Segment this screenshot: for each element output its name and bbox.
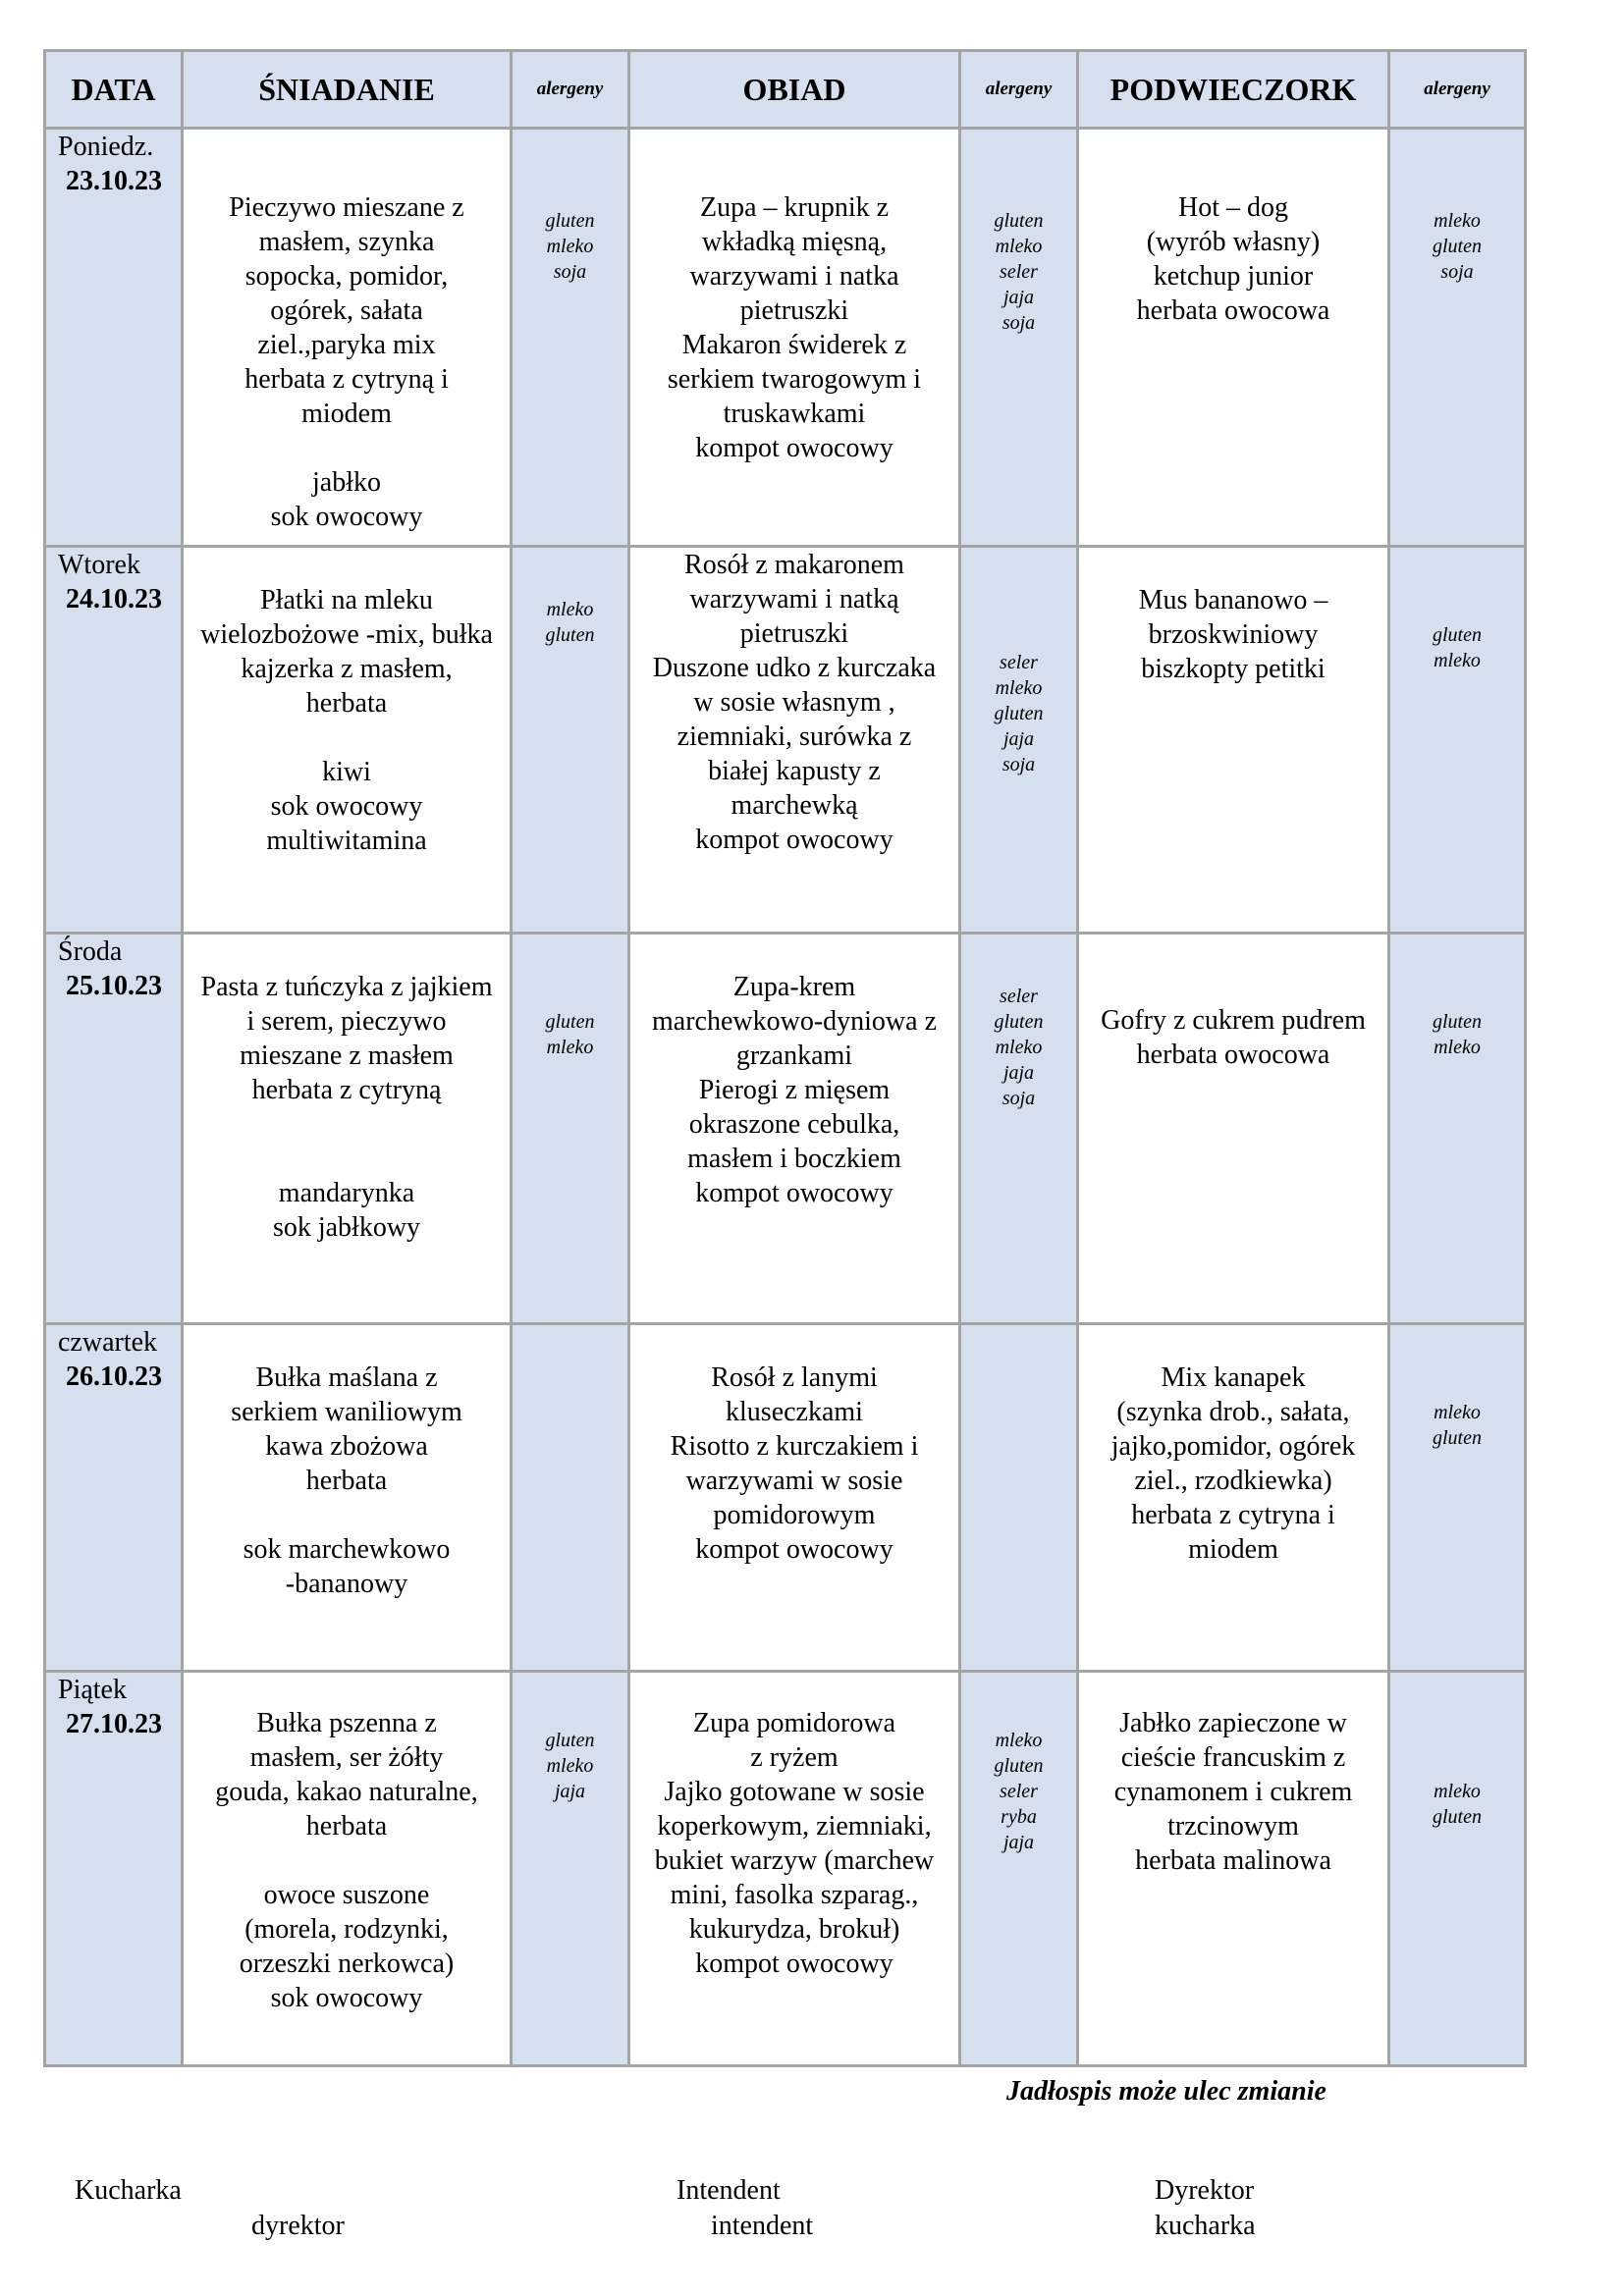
- date-cell: [45, 547, 183, 934]
- date-cell: [45, 1672, 183, 2066]
- menu-row: [45, 1672, 1526, 2066]
- menu-line: [184, 721, 510, 755]
- menu-line: (szynka drob., sałata,: [1116, 1397, 1350, 1427]
- date-label: 25.10.23: [66, 971, 162, 1001]
- allergen-list: [961, 208, 1076, 336]
- menu-line: miodem: [301, 399, 392, 429]
- snack-cell: [1078, 934, 1389, 1324]
- allergen-item: mleko: [546, 236, 594, 257]
- menu-line: cieście francuskim z: [1120, 1742, 1346, 1773]
- allergen-item: soja: [1001, 312, 1036, 334]
- menu-line: Duszone udko z kurczaka: [652, 653, 937, 683]
- menu-line: kompot owocowy: [695, 1178, 893, 1208]
- header-breakfast: ŚNIADANIE: [183, 51, 512, 129]
- menu-line: Bułka pszenna z: [256, 1708, 437, 1738]
- breakfast-cell: [183, 1672, 512, 2066]
- menu-change-note: Jadłospis może ulec zmianie: [1006, 2076, 1326, 2107]
- menu-line: [184, 1498, 510, 1532]
- weekday-label: Środa: [58, 936, 123, 967]
- allergen-item: gluten: [545, 624, 595, 646]
- menu-table: [43, 49, 1527, 2067]
- menu-row: [45, 547, 1526, 934]
- menu-line: Zupa-krem: [732, 972, 856, 1002]
- snack-cell: [1078, 129, 1389, 547]
- lunch-allergens-cell: [960, 1672, 1078, 2066]
- menu-line: Bułka maślana z: [255, 1362, 438, 1393]
- breakfast-allergens-cell: [512, 934, 629, 1324]
- signature-title-steward: Intendent: [677, 2175, 781, 2206]
- signature-title-cook: Kucharka: [75, 2175, 182, 2206]
- allergen-item: seler: [1000, 986, 1038, 1007]
- breakfast-allergens-cell: [512, 1672, 629, 2066]
- menu-line: Zupa – krupnik z: [699, 192, 890, 223]
- menu-line: kompot owocowy: [695, 825, 893, 855]
- lunch-cell: [629, 1672, 960, 2066]
- menu-line: gouda, kakao naturalne,: [215, 1777, 478, 1807]
- header-date: DATA: [45, 51, 183, 129]
- menu-line: trzcinowym: [1167, 1811, 1299, 1842]
- menu-line: multiwitamina: [266, 826, 427, 856]
- menu-line: mieszane z masłem: [240, 1041, 454, 1071]
- menu-line: w sosie własnym ,: [693, 687, 895, 718]
- menu-line: (wyrób własny): [1146, 227, 1321, 257]
- allergen-list: [1390, 1400, 1524, 1451]
- allergen-item: mleko: [1434, 650, 1481, 671]
- snack-cell: [1078, 1324, 1389, 1672]
- header-snack: PODWIECZORK: [1078, 51, 1389, 129]
- breakfast-allergens-cell: [512, 1324, 629, 1672]
- allergen-item: gluten: [545, 1011, 595, 1033]
- header-allergens-lunch: alergeny: [960, 51, 1078, 129]
- menu-line: serkiem twarogowym i: [667, 364, 922, 395]
- allergen-item: gluten: [545, 210, 595, 232]
- menu-line: Rosół z lanymi: [711, 1362, 878, 1393]
- menu-line: brzoskwiniowy: [1148, 619, 1319, 650]
- header-row: [45, 51, 1526, 129]
- snack-cell: [1078, 547, 1389, 934]
- menu-line: grzankami: [735, 1041, 853, 1071]
- menu-line: Płatki na mleku: [260, 585, 433, 615]
- menu-line: Mus bananowo –: [1138, 585, 1328, 615]
- allergen-item: mleko: [1434, 210, 1481, 232]
- menu-line: i serem, pieczywo: [246, 1006, 447, 1037]
- menu-line: marchewkowo-dyniowa z: [651, 1006, 937, 1037]
- menu-line: masłem, szynka: [258, 227, 435, 257]
- menu-line: Pasta z tuńczyka z jajkiem: [200, 972, 493, 1002]
- weekday-label: czwartek: [58, 1327, 158, 1358]
- allergen-item: ryba: [1001, 1806, 1037, 1828]
- menu-line: ziemniaki, surówka z: [677, 721, 912, 752]
- menu-line: Gofry z cukrem pudrem: [1101, 1005, 1366, 1036]
- allergen-item: gluten: [1433, 1427, 1482, 1449]
- lunch-allergens-cell: [960, 1324, 1078, 1672]
- menu-line: [184, 1142, 510, 1176]
- menu-line: miodem: [1188, 1534, 1278, 1565]
- menu-line: (morela, rodzynki,: [244, 1914, 449, 1945]
- menu-line: kukurydza, brokuł): [688, 1914, 900, 1945]
- allergen-item: gluten: [1433, 236, 1482, 257]
- menu-line: ketchup junior: [1153, 261, 1314, 292]
- menu-line: herbata: [305, 1811, 388, 1842]
- menu-line: białej kapusty z: [708, 756, 881, 786]
- menu-line: sopocka, pomidor,: [244, 261, 449, 292]
- lunch-cell: [629, 129, 960, 547]
- menu-line: wielozbożowe -mix, bułka: [200, 619, 493, 650]
- date-label: 23.10.23: [66, 166, 162, 196]
- header-lunch: OBIAD: [629, 51, 960, 129]
- allergen-item: mleko: [1434, 1781, 1481, 1802]
- allergen-list: [513, 208, 627, 285]
- menu-line: Pierogi z mięsem: [698, 1075, 891, 1105]
- menu-line: Zupa pomidorowa: [692, 1708, 896, 1738]
- allergen-item: soja: [1001, 1088, 1036, 1109]
- menu-line: [184, 1843, 510, 1878]
- lunch-allergens-cell: [960, 129, 1078, 547]
- menu-line: warzywami i natką: [689, 584, 899, 614]
- menu-line: herbata z cytryną i: [244, 364, 449, 395]
- menu-line: Jajko gotowane w sosie: [664, 1777, 925, 1807]
- snack-allergens-cell: [1389, 1672, 1526, 2066]
- lunch-cell: [629, 547, 960, 934]
- allergen-list: [961, 984, 1076, 1111]
- menu-line: owoce suszone: [263, 1880, 430, 1910]
- menu-line: warzywami w sosie: [685, 1466, 903, 1496]
- menu-line: pietruszki: [739, 618, 849, 649]
- allergen-item: jaja: [1002, 728, 1035, 750]
- allergen-item: gluten: [1433, 1806, 1482, 1828]
- snack-allergens-cell: [1389, 934, 1526, 1324]
- allergen-item: mleko: [995, 1037, 1043, 1058]
- menu-line: Rosół z makaronem: [684, 550, 904, 580]
- allergen-item: soja: [553, 261, 587, 283]
- menu-line: bukiet warzyw (marchew: [654, 1845, 935, 1876]
- menu-line: wkładką mięsną,: [701, 227, 888, 257]
- allergen-list: [961, 1728, 1076, 1855]
- signature-title-director: Dyrektor: [1155, 2175, 1255, 2206]
- allergen-item: mleko: [995, 236, 1043, 257]
- menu-line: kompot owocowy: [695, 1534, 893, 1565]
- lunch-allergens-cell: [960, 547, 1078, 934]
- signature-role-steward: intendent: [711, 2211, 814, 2241]
- allergen-item: jaja: [554, 1781, 586, 1802]
- menu-line: herbata: [305, 1466, 388, 1496]
- menu-line: pietruszki: [739, 295, 849, 326]
- menu-line: Mix kanapek: [1161, 1362, 1306, 1393]
- allergen-item: mleko: [546, 599, 594, 620]
- menu-line: kompot owocowy: [695, 433, 893, 463]
- allergen-item: gluten: [994, 1011, 1044, 1033]
- menu-line: Risotto z kurczakiem i: [670, 1431, 919, 1462]
- menu-line: herbata malinowa: [1135, 1845, 1331, 1876]
- weekday-label: Poniedz.: [58, 132, 154, 162]
- menu-line: sok marchewkowo: [243, 1534, 451, 1565]
- menu-line: ogórek, sałata: [270, 295, 423, 326]
- snack-cell: [1078, 1672, 1389, 2066]
- menu-line: masłem i boczkiem: [687, 1144, 901, 1174]
- menu-line: kompot owocowy: [695, 1949, 893, 1979]
- menu-line: Pieczywo mieszane z: [229, 192, 464, 223]
- date-label: 24.10.23: [66, 584, 162, 614]
- allergen-item: mleko: [995, 1730, 1043, 1751]
- allergen-item: gluten: [994, 1755, 1044, 1777]
- date-cell: [45, 129, 183, 547]
- breakfast-allergens-cell: [512, 129, 629, 547]
- allergen-item: seler: [1000, 1781, 1038, 1802]
- allergen-item: soja: [1440, 261, 1474, 283]
- menu-line: herbata owocowa: [1136, 1040, 1330, 1070]
- lunch-cell: [629, 934, 960, 1324]
- menu-line: okraszone cebulka,: [688, 1109, 900, 1140]
- allergen-list: [1390, 208, 1524, 285]
- allergen-item: jaja: [1002, 287, 1035, 308]
- allergen-list: [1390, 1009, 1524, 1060]
- menu-line: mandarynka: [278, 1178, 415, 1208]
- menu-line: z ryżem: [750, 1742, 839, 1773]
- allergen-item: gluten: [545, 1730, 595, 1751]
- allergen-item: jaja: [1002, 1832, 1035, 1853]
- allergen-list: [1390, 622, 1524, 673]
- menu-line: herbata: [305, 688, 388, 719]
- header-allergens-breakfast: alergeny: [512, 51, 629, 129]
- menu-line: truskawkami: [723, 399, 866, 429]
- signature-role-cook: dyrektor: [251, 2211, 345, 2241]
- menu-body: [45, 129, 1526, 2066]
- menu-line: [184, 431, 510, 465]
- menu-line: Makaron świderek z: [681, 330, 907, 360]
- allergen-item: gluten: [994, 210, 1044, 232]
- lunch-allergens-cell: [960, 934, 1078, 1324]
- allergen-list: [513, 1009, 627, 1060]
- date-cell: [45, 934, 183, 1324]
- menu-line: biszkopty petitki: [1141, 654, 1326, 684]
- allergen-item: mleko: [546, 1755, 594, 1777]
- menu-line: sok owocowy: [270, 1983, 423, 2013]
- menu-row: [45, 129, 1526, 547]
- allergen-item: gluten: [994, 703, 1044, 724]
- menu-line: kawa zbożowa: [265, 1431, 428, 1462]
- menu-line: Jabłko zapieczone w: [1119, 1708, 1347, 1738]
- allergen-item: gluten: [1433, 624, 1482, 646]
- breakfast-cell: [183, 547, 512, 934]
- menu-line: herbata z cytryną: [251, 1075, 442, 1105]
- menu-line: marchewką: [731, 790, 858, 821]
- menu-line: Hot – dog: [1178, 192, 1288, 223]
- breakfast-cell: [183, 934, 512, 1324]
- menu-line: jajko,pomidor, ogórek: [1110, 1431, 1356, 1462]
- menu-line: sok owocowy: [270, 791, 423, 822]
- allergen-item: seler: [1000, 261, 1038, 283]
- menu-line: koperkowym, ziemniaki,: [657, 1811, 932, 1842]
- menu-line: masłem, ser żółty: [249, 1742, 444, 1773]
- date-cell: [45, 1324, 183, 1672]
- lunch-cell: [629, 1324, 960, 1672]
- menu-line: ziel.,paryka mix: [257, 330, 436, 360]
- menu-line: kajzerka z masłem,: [241, 654, 453, 684]
- allergen-list: [513, 597, 627, 648]
- breakfast-cell: [183, 129, 512, 547]
- header-allergens-snack: alergeny: [1389, 51, 1526, 129]
- allergen-item: jaja: [1002, 1062, 1035, 1084]
- menu-line: ziel., rzodkiewka): [1134, 1466, 1332, 1496]
- menu-line: serkiem waniliowym: [231, 1397, 462, 1427]
- breakfast-cell: [183, 1324, 512, 1672]
- menu-line: pomidorowym: [713, 1500, 876, 1530]
- weekday-label: Wtorek: [58, 550, 140, 580]
- weekday-label: Piątek: [58, 1675, 127, 1705]
- date-label: 27.10.23: [66, 1709, 162, 1739]
- allergen-list: [1390, 1779, 1524, 1830]
- allergen-list: [961, 650, 1076, 777]
- allergen-item: mleko: [995, 677, 1043, 699]
- menu-row: [45, 1324, 1526, 1672]
- menu-line: kiwi: [322, 757, 371, 787]
- breakfast-allergens-cell: [512, 547, 629, 934]
- menu-line: jabłko: [312, 467, 381, 498]
- allergen-list: [513, 1728, 627, 1804]
- menu-line: sok owocowy: [270, 502, 423, 532]
- snack-allergens-cell: [1389, 129, 1526, 547]
- menu-line: kluseczkami: [726, 1397, 863, 1427]
- menu-line: mini, fasolka szparag.,: [670, 1880, 919, 1910]
- allergen-item: mleko: [1434, 1402, 1481, 1423]
- menu-line: sok jabłkowy: [272, 1212, 421, 1243]
- allergen-item: soja: [1001, 754, 1036, 775]
- allergen-item: seler: [1000, 652, 1038, 673]
- allergen-item: mleko: [1434, 1037, 1481, 1058]
- date-label: 26.10.23: [66, 1362, 162, 1392]
- menu-line: herbata owocowa: [1136, 295, 1330, 326]
- signature-role-director: kucharka: [1155, 2211, 1256, 2241]
- menu-line: orzeszki nerkowca): [239, 1949, 455, 1979]
- menu-line: cynamonem i cukrem: [1113, 1777, 1353, 1807]
- snack-allergens-cell: [1389, 547, 1526, 934]
- snack-allergens-cell: [1389, 1324, 1526, 1672]
- menu-line: -bananowy: [285, 1569, 408, 1599]
- menu-row: [45, 934, 1526, 1324]
- menu-line: [184, 1107, 510, 1142]
- menu-line: warzywami i natka: [689, 261, 899, 292]
- menu-line: herbata z cytryna i: [1131, 1500, 1335, 1530]
- allergen-item: gluten: [1433, 1011, 1482, 1033]
- allergen-item: mleko: [546, 1037, 594, 1058]
